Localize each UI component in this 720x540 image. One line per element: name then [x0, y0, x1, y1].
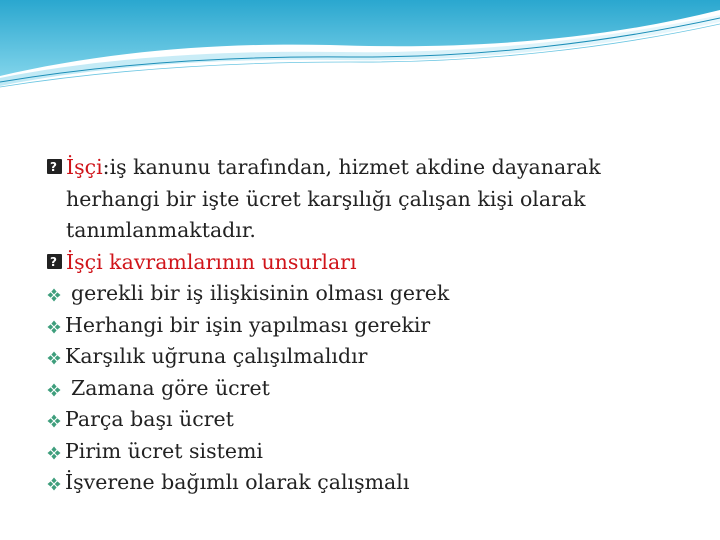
definition-line-3: tanımlanmaktadır. — [66, 218, 256, 242]
list-item — [47, 404, 687, 436]
list-item — [47, 436, 687, 468]
elements-heading — [47, 247, 687, 279]
list-item — [47, 341, 687, 373]
list-item — [47, 467, 687, 499]
diamond-bullet-icon — [47, 288, 61, 302]
definition-paragraph — [47, 152, 687, 247]
definition-line-1: :iş kanunu tarafından, hizmet akdine dayanarak — [102, 155, 601, 179]
diamond-bullet-icon — [47, 477, 61, 491]
list-item-label: Herhangi bir işin yapılması gerekir — [65, 312, 431, 337]
missing-glyph-icon — [47, 254, 62, 269]
list-item — [47, 310, 687, 342]
diamond-bullet-icon — [47, 351, 61, 365]
list-item-label: Zamana göre ücret — [71, 375, 270, 400]
list-item-label: Pirim ücret sistemi — [65, 438, 263, 463]
list-item-label: İşverene bağımlı olarak çalışmalı — [65, 470, 410, 494]
header-wave-decoration — [0, 0, 720, 95]
term-label: İşçi — [66, 155, 103, 179]
diamond-bullet-icon — [47, 320, 61, 334]
list-item — [47, 373, 687, 405]
slide-content — [47, 152, 687, 499]
elements-list — [47, 278, 687, 499]
elements-heading-text: İşçi kavramlarının unsurları — [66, 249, 357, 274]
list-item-label: gerekli bir iş ilişkisinin olması gerek — [71, 281, 450, 305]
diamond-bullet-icon — [47, 414, 61, 428]
diamond-bullet-icon — [47, 383, 61, 397]
list-item — [47, 278, 687, 310]
missing-glyph-icon — [47, 159, 62, 174]
diamond-bullet-icon — [47, 446, 61, 460]
list-item-label: Karşılık uğruna çalışılmalıdır — [65, 344, 368, 368]
list-item-label: Parça başı ücret — [65, 407, 234, 431]
definition-line-2: herhangi bir işte ücret karşılığı çalışan kişi olarak — [66, 186, 586, 211]
